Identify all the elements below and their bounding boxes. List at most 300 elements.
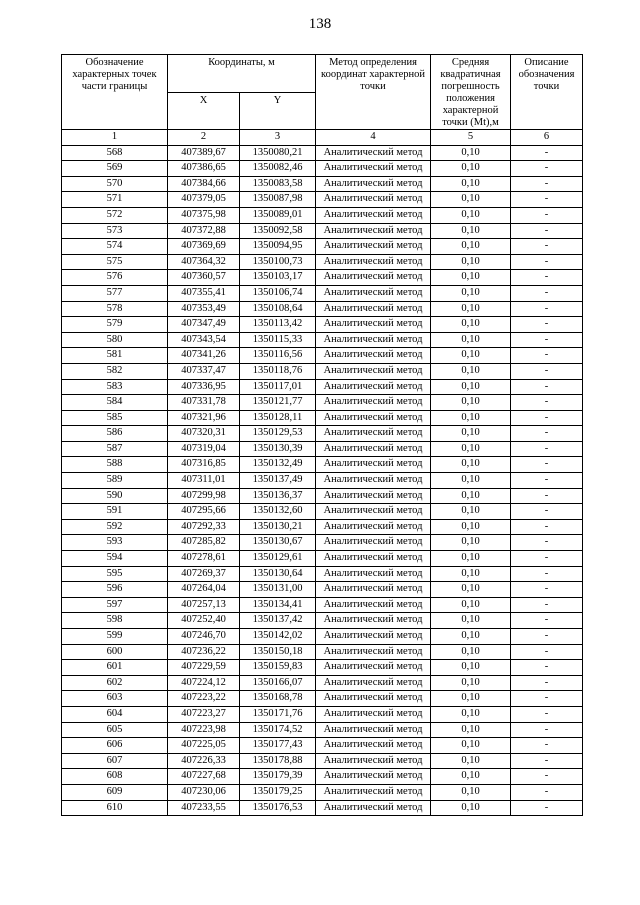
error-cell: 0,10	[431, 722, 511, 738]
error-cell: 0,10	[431, 207, 511, 223]
point-number-cell: 592	[62, 519, 168, 535]
method-cell: Аналитический метод	[316, 566, 431, 582]
description-cell: -	[511, 270, 583, 286]
description-cell: -	[511, 535, 583, 551]
y-coordinate-cell: 1350087,98	[240, 192, 316, 208]
y-coordinate-cell: 1350083,58	[240, 176, 316, 192]
table-row	[62, 800, 583, 816]
method-cell: Аналитический метод	[316, 722, 431, 738]
description-cell: -	[511, 192, 583, 208]
point-number-cell: 596	[62, 582, 168, 598]
error-cell: 0,10	[431, 239, 511, 255]
description-cell: -	[511, 379, 583, 395]
table-row	[62, 706, 583, 722]
method-cell: Аналитический метод	[316, 270, 431, 286]
table-row	[62, 410, 583, 426]
header-coordinates: Координаты, м	[168, 55, 316, 93]
table-row	[62, 285, 583, 301]
description-cell: -	[511, 332, 583, 348]
table-row	[62, 161, 583, 177]
error-cell: 0,10	[431, 410, 511, 426]
y-coordinate-cell: 1350118,76	[240, 363, 316, 379]
table-row	[62, 223, 583, 239]
y-coordinate-cell: 1350178,88	[240, 753, 316, 769]
x-coordinate-cell: 407353,49	[168, 301, 240, 317]
description-cell: -	[511, 317, 583, 333]
y-coordinate-cell: 1350130,39	[240, 441, 316, 457]
description-cell: -	[511, 348, 583, 364]
error-cell: 0,10	[431, 691, 511, 707]
x-coordinate-cell: 407347,49	[168, 317, 240, 333]
description-cell: -	[511, 784, 583, 800]
point-number-cell: 590	[62, 488, 168, 504]
x-coordinate-cell: 407223,98	[168, 722, 240, 738]
method-cell: Аналитический метод	[316, 535, 431, 551]
table-row	[62, 675, 583, 691]
point-number-cell: 587	[62, 441, 168, 457]
method-cell: Аналитический метод	[316, 348, 431, 364]
header-y: Y	[240, 92, 316, 130]
x-coordinate-cell: 407321,96	[168, 410, 240, 426]
table-row	[62, 254, 583, 270]
header-designation: Обозначение характерных точек части границы	[62, 55, 168, 130]
header-description: Описание обозначения точки	[511, 55, 583, 130]
x-coordinate-cell: 407269,37	[168, 566, 240, 582]
method-cell: Аналитический метод	[316, 629, 431, 645]
method-cell: Аналитический метод	[316, 192, 431, 208]
error-cell: 0,10	[431, 613, 511, 629]
y-coordinate-cell: 1350130,64	[240, 566, 316, 582]
method-cell: Аналитический метод	[316, 519, 431, 535]
error-cell: 0,10	[431, 660, 511, 676]
y-coordinate-cell: 1350113,42	[240, 317, 316, 333]
method-cell: Аналитический метод	[316, 176, 431, 192]
table-row	[62, 363, 583, 379]
x-coordinate-cell: 407372,88	[168, 223, 240, 239]
point-number-cell: 605	[62, 722, 168, 738]
y-coordinate-cell: 1350106,74	[240, 285, 316, 301]
table-row	[62, 738, 583, 754]
table-row	[62, 504, 583, 520]
description-cell: -	[511, 207, 583, 223]
point-number-cell: 584	[62, 395, 168, 411]
x-coordinate-cell: 407337,47	[168, 363, 240, 379]
method-cell: Аналитический метод	[316, 207, 431, 223]
table-row	[62, 629, 583, 645]
y-coordinate-cell: 1350082,46	[240, 161, 316, 177]
error-cell: 0,10	[431, 176, 511, 192]
error-cell: 0,10	[431, 488, 511, 504]
column-numbers-row	[62, 130, 583, 146]
error-cell: 0,10	[431, 551, 511, 567]
y-coordinate-cell: 1350150,18	[240, 644, 316, 660]
point-number-cell: 586	[62, 426, 168, 442]
description-cell: -	[511, 161, 583, 177]
description-cell: -	[511, 582, 583, 598]
x-coordinate-cell: 407227,68	[168, 769, 240, 785]
error-cell: 0,10	[431, 706, 511, 722]
error-cell: 0,10	[431, 753, 511, 769]
table-row	[62, 145, 583, 161]
x-coordinate-cell: 407379,05	[168, 192, 240, 208]
table-body	[62, 145, 583, 816]
error-cell: 0,10	[431, 332, 511, 348]
point-number-cell: 589	[62, 473, 168, 489]
point-number-cell: 595	[62, 566, 168, 582]
y-coordinate-cell: 1350108,64	[240, 301, 316, 317]
x-coordinate-cell: 407264,04	[168, 582, 240, 598]
boundary-points-table	[61, 54, 583, 816]
point-number-cell: 588	[62, 457, 168, 473]
y-coordinate-cell: 1350179,25	[240, 784, 316, 800]
table-row	[62, 332, 583, 348]
table-row	[62, 613, 583, 629]
x-coordinate-cell: 407252,40	[168, 613, 240, 629]
error-cell: 0,10	[431, 270, 511, 286]
x-coordinate-cell: 407386,65	[168, 161, 240, 177]
method-cell: Аналитический метод	[316, 317, 431, 333]
description-cell: -	[511, 566, 583, 582]
point-number-cell: 577	[62, 285, 168, 301]
method-cell: Аналитический метод	[316, 363, 431, 379]
error-cell: 0,10	[431, 738, 511, 754]
x-coordinate-cell: 407360,57	[168, 270, 240, 286]
point-number-cell: 608	[62, 769, 168, 785]
error-cell: 0,10	[431, 363, 511, 379]
point-number-cell: 571	[62, 192, 168, 208]
point-number-cell: 569	[62, 161, 168, 177]
y-coordinate-cell: 1350130,67	[240, 535, 316, 551]
point-number-cell: 600	[62, 644, 168, 660]
error-cell: 0,10	[431, 504, 511, 520]
error-cell: 0,10	[431, 285, 511, 301]
description-cell: -	[511, 395, 583, 411]
method-cell: Аналитический метод	[316, 800, 431, 816]
error-cell: 0,10	[431, 223, 511, 239]
method-cell: Аналитический метод	[316, 301, 431, 317]
description-cell: -	[511, 644, 583, 660]
method-cell: Аналитический метод	[316, 504, 431, 520]
table-row	[62, 566, 583, 582]
method-cell: Аналитический метод	[316, 457, 431, 473]
method-cell: Аналитический метод	[316, 426, 431, 442]
x-coordinate-cell: 407285,82	[168, 535, 240, 551]
method-cell: Аналитический метод	[316, 473, 431, 489]
table-row	[62, 722, 583, 738]
method-cell: Аналитический метод	[316, 285, 431, 301]
method-cell: Аналитический метод	[316, 395, 431, 411]
x-coordinate-cell: 407236,22	[168, 644, 240, 660]
error-cell: 0,10	[431, 769, 511, 785]
error-cell: 0,10	[431, 395, 511, 411]
error-cell: 0,10	[431, 348, 511, 364]
y-coordinate-cell: 1350136,37	[240, 488, 316, 504]
method-cell: Аналитический метод	[316, 644, 431, 660]
y-coordinate-cell: 1350115,33	[240, 332, 316, 348]
description-cell: -	[511, 426, 583, 442]
table-row	[62, 317, 583, 333]
error-cell: 0,10	[431, 784, 511, 800]
point-number-cell: 602	[62, 675, 168, 691]
column-number: 3	[240, 130, 316, 146]
point-number-cell: 568	[62, 145, 168, 161]
y-coordinate-cell: 1350137,49	[240, 473, 316, 489]
table-row	[62, 644, 583, 660]
y-coordinate-cell: 1350129,61	[240, 551, 316, 567]
column-number: 6	[511, 130, 583, 146]
point-number-cell: 601	[62, 660, 168, 676]
method-cell: Аналитический метод	[316, 332, 431, 348]
y-coordinate-cell: 1350103,17	[240, 270, 316, 286]
method-cell: Аналитический метод	[316, 145, 431, 161]
x-coordinate-cell: 407311,01	[168, 473, 240, 489]
table-row	[62, 660, 583, 676]
column-number: 5	[431, 130, 511, 146]
error-cell: 0,10	[431, 317, 511, 333]
error-cell: 0,10	[431, 379, 511, 395]
table-row	[62, 395, 583, 411]
table-row	[62, 769, 583, 785]
y-coordinate-cell: 1350129,53	[240, 426, 316, 442]
point-number-cell: 597	[62, 597, 168, 613]
y-coordinate-cell: 1350134,41	[240, 597, 316, 613]
point-number-cell: 591	[62, 504, 168, 520]
method-cell: Аналитический метод	[316, 379, 431, 395]
x-coordinate-cell: 407223,27	[168, 706, 240, 722]
error-cell: 0,10	[431, 192, 511, 208]
error-cell: 0,10	[431, 597, 511, 613]
table-row	[62, 473, 583, 489]
y-coordinate-cell: 1350166,07	[240, 675, 316, 691]
description-cell: -	[511, 519, 583, 535]
y-coordinate-cell: 1350131,00	[240, 582, 316, 598]
method-cell: Аналитический метод	[316, 613, 431, 629]
description-cell: -	[511, 706, 583, 722]
y-coordinate-cell: 1350132,60	[240, 504, 316, 520]
x-coordinate-cell: 407364,32	[168, 254, 240, 270]
method-cell: Аналитический метод	[316, 784, 431, 800]
x-coordinate-cell: 407389,67	[168, 145, 240, 161]
table-row	[62, 207, 583, 223]
point-number-cell: 585	[62, 410, 168, 426]
point-number-cell: 598	[62, 613, 168, 629]
method-cell: Аналитический метод	[316, 410, 431, 426]
x-coordinate-cell: 407246,70	[168, 629, 240, 645]
table-row	[62, 301, 583, 317]
y-coordinate-cell: 1350094,95	[240, 239, 316, 255]
point-number-cell: 579	[62, 317, 168, 333]
description-cell: -	[511, 613, 583, 629]
x-coordinate-cell: 407375,98	[168, 207, 240, 223]
table-row	[62, 597, 583, 613]
error-cell: 0,10	[431, 535, 511, 551]
description-cell: -	[511, 660, 583, 676]
description-cell: -	[511, 441, 583, 457]
x-coordinate-cell: 407316,85	[168, 457, 240, 473]
x-coordinate-cell: 407226,33	[168, 753, 240, 769]
method-cell: Аналитический метод	[316, 551, 431, 567]
x-coordinate-cell: 407233,55	[168, 800, 240, 816]
y-coordinate-cell: 1350121,77	[240, 395, 316, 411]
description-cell: -	[511, 363, 583, 379]
point-number-cell: 581	[62, 348, 168, 364]
point-number-cell: 593	[62, 535, 168, 551]
point-number-cell: 603	[62, 691, 168, 707]
x-coordinate-cell: 407292,33	[168, 519, 240, 535]
error-cell: 0,10	[431, 582, 511, 598]
description-cell: -	[511, 145, 583, 161]
method-cell: Аналитический метод	[316, 441, 431, 457]
table-row	[62, 582, 583, 598]
error-cell: 0,10	[431, 441, 511, 457]
x-coordinate-cell: 407336,95	[168, 379, 240, 395]
point-number-cell: 570	[62, 176, 168, 192]
header-error: Средняя квадратичная погрешность положения характерной точки (Mt),м	[431, 55, 511, 130]
point-number-cell: 575	[62, 254, 168, 270]
y-coordinate-cell: 1350130,21	[240, 519, 316, 535]
description-cell: -	[511, 504, 583, 520]
y-coordinate-cell: 1350132,49	[240, 457, 316, 473]
table-row	[62, 488, 583, 504]
error-cell: 0,10	[431, 473, 511, 489]
x-coordinate-cell: 407223,22	[168, 691, 240, 707]
method-cell: Аналитический метод	[316, 660, 431, 676]
table-row	[62, 379, 583, 395]
table-row	[62, 192, 583, 208]
description-cell: -	[511, 769, 583, 785]
y-coordinate-cell: 1350171,76	[240, 706, 316, 722]
error-cell: 0,10	[431, 301, 511, 317]
error-cell: 0,10	[431, 161, 511, 177]
table-row	[62, 551, 583, 567]
point-number-cell: 576	[62, 270, 168, 286]
error-cell: 0,10	[431, 254, 511, 270]
header-method: Метод определения координат характерной точки	[316, 55, 431, 130]
y-coordinate-cell: 1350179,39	[240, 769, 316, 785]
x-coordinate-cell: 407384,66	[168, 176, 240, 192]
method-cell: Аналитический метод	[316, 582, 431, 598]
y-coordinate-cell: 1350177,43	[240, 738, 316, 754]
y-coordinate-cell: 1350137,42	[240, 613, 316, 629]
y-coordinate-cell: 1350176,53	[240, 800, 316, 816]
point-number-cell: 607	[62, 753, 168, 769]
x-coordinate-cell: 407295,66	[168, 504, 240, 520]
description-cell: -	[511, 410, 583, 426]
column-number: 4	[316, 130, 431, 146]
point-number-cell: 609	[62, 784, 168, 800]
description-cell: -	[511, 223, 583, 239]
x-coordinate-cell: 407319,04	[168, 441, 240, 457]
description-cell: -	[511, 800, 583, 816]
error-cell: 0,10	[431, 629, 511, 645]
error-cell: 0,10	[431, 426, 511, 442]
point-number-cell: 599	[62, 629, 168, 645]
table-row	[62, 176, 583, 192]
y-coordinate-cell: 1350100,73	[240, 254, 316, 270]
point-number-cell: 594	[62, 551, 168, 567]
table-row	[62, 691, 583, 707]
point-number-cell: 580	[62, 332, 168, 348]
x-coordinate-cell: 407229,59	[168, 660, 240, 676]
header-x: X	[168, 92, 240, 130]
method-cell: Аналитический метод	[316, 769, 431, 785]
method-cell: Аналитический метод	[316, 488, 431, 504]
table-row	[62, 457, 583, 473]
description-cell: -	[511, 457, 583, 473]
method-cell: Аналитический метод	[316, 706, 431, 722]
point-number-cell: 610	[62, 800, 168, 816]
description-cell: -	[511, 738, 583, 754]
table-row	[62, 239, 583, 255]
description-cell: -	[511, 285, 583, 301]
error-cell: 0,10	[431, 145, 511, 161]
x-coordinate-cell: 407299,98	[168, 488, 240, 504]
x-coordinate-cell: 407341,26	[168, 348, 240, 364]
method-cell: Аналитический метод	[316, 738, 431, 754]
method-cell: Аналитический метод	[316, 223, 431, 239]
y-coordinate-cell: 1350080,21	[240, 145, 316, 161]
description-cell: -	[511, 254, 583, 270]
column-number: 2	[168, 130, 240, 146]
x-coordinate-cell: 407278,61	[168, 551, 240, 567]
table-row	[62, 519, 583, 535]
table-row	[62, 348, 583, 364]
y-coordinate-cell: 1350117,01	[240, 379, 316, 395]
method-cell: Аналитический метод	[316, 161, 431, 177]
point-number-cell: 606	[62, 738, 168, 754]
point-number-cell: 574	[62, 239, 168, 255]
description-cell: -	[511, 301, 583, 317]
description-cell: -	[511, 722, 583, 738]
y-coordinate-cell: 1350142,02	[240, 629, 316, 645]
x-coordinate-cell: 407320,31	[168, 426, 240, 442]
error-cell: 0,10	[431, 644, 511, 660]
method-cell: Аналитический метод	[316, 691, 431, 707]
description-cell: -	[511, 753, 583, 769]
table-row	[62, 270, 583, 286]
description-cell: -	[511, 473, 583, 489]
method-cell: Аналитический метод	[316, 753, 431, 769]
method-cell: Аналитический метод	[316, 675, 431, 691]
point-number-cell: 583	[62, 379, 168, 395]
x-coordinate-cell: 407225,05	[168, 738, 240, 754]
description-cell: -	[511, 551, 583, 567]
point-number-cell: 578	[62, 301, 168, 317]
y-coordinate-cell: 1350116,56	[240, 348, 316, 364]
page-number: 138	[308, 16, 332, 32]
point-number-cell: 573	[62, 223, 168, 239]
point-number-cell: 572	[62, 207, 168, 223]
x-coordinate-cell: 407369,69	[168, 239, 240, 255]
description-cell: -	[511, 176, 583, 192]
table-row	[62, 784, 583, 800]
point-number-cell: 582	[62, 363, 168, 379]
description-cell: -	[511, 629, 583, 645]
description-cell: -	[511, 239, 583, 255]
x-coordinate-cell: 407355,41	[168, 285, 240, 301]
x-coordinate-cell: 407230,06	[168, 784, 240, 800]
y-coordinate-cell: 1350089,01	[240, 207, 316, 223]
description-cell: -	[511, 488, 583, 504]
error-cell: 0,10	[431, 457, 511, 473]
y-coordinate-cell: 1350159,83	[240, 660, 316, 676]
table-row	[62, 426, 583, 442]
description-cell: -	[511, 597, 583, 613]
error-cell: 0,10	[431, 675, 511, 691]
table-row	[62, 753, 583, 769]
table-row	[62, 535, 583, 551]
error-cell: 0,10	[431, 519, 511, 535]
